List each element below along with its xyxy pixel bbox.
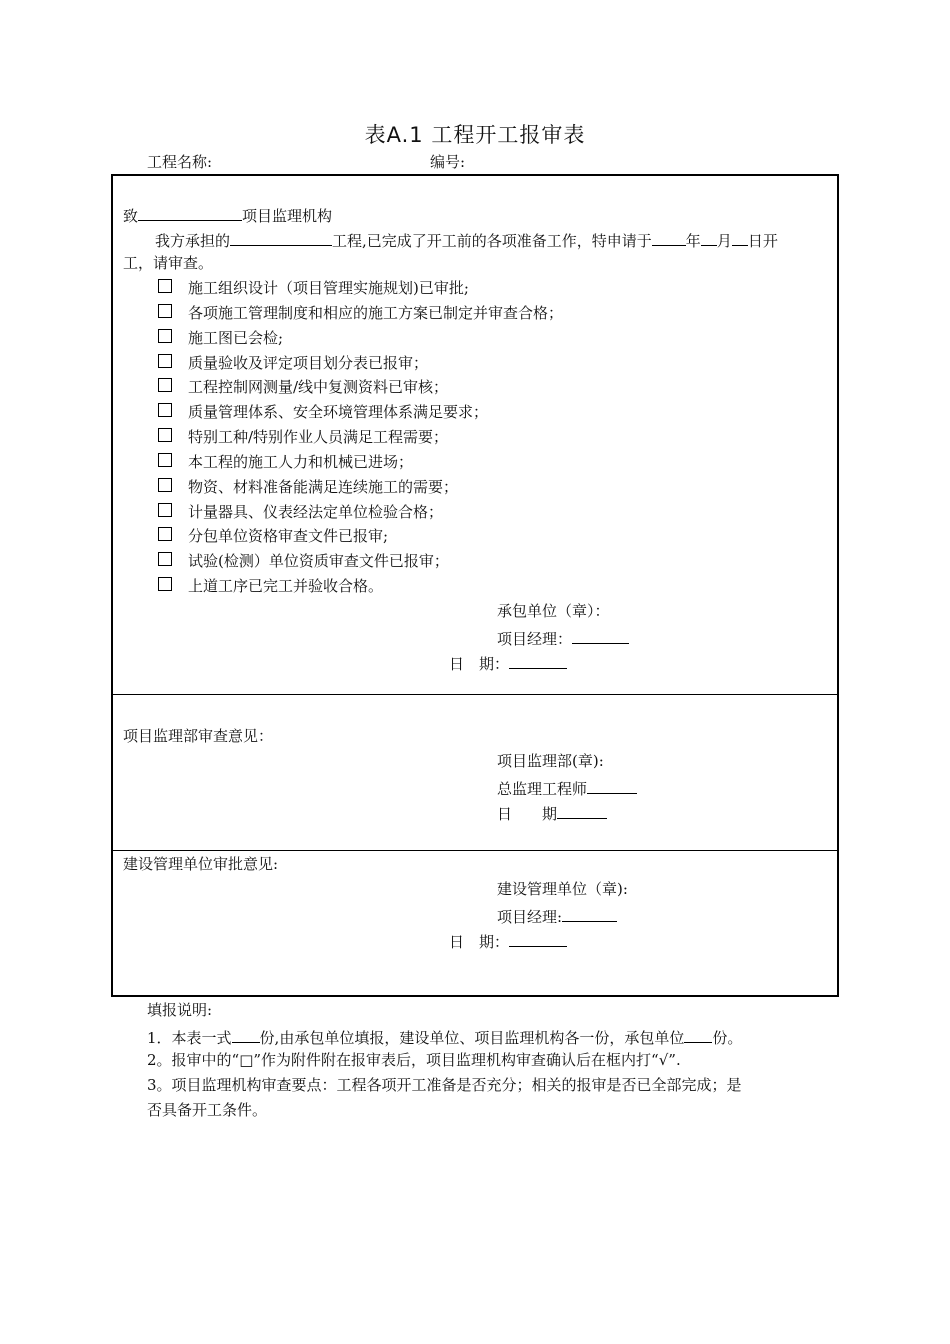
checkbox-5[interactable]	[158, 378, 172, 392]
checkbox-6[interactable]	[158, 403, 172, 417]
day-field[interactable]	[732, 231, 748, 246]
year-field[interactable]	[652, 231, 686, 246]
addressee-field[interactable]	[138, 206, 242, 221]
para-a: 我方承担的	[155, 232, 231, 250]
owner-pm-line	[497, 907, 617, 925]
form-table	[111, 174, 839, 997]
application-line	[155, 231, 778, 249]
checklist-item: 分包单位资格审查文件已报审;	[188, 527, 389, 545]
supervision-heading: 项目监理部审查意见：	[123, 727, 274, 745]
checkbox-7[interactable]	[158, 428, 172, 442]
checklist-item: 物资、材料准备能满足连续施工的需要；	[188, 478, 459, 496]
addressee-line	[123, 206, 332, 224]
note-2: 2。报审中的“□”作为附件附在报审表后，项目监理机构审查确认后在框内打“√”.	[147, 1051, 681, 1069]
pm-signature-field[interactable]	[572, 629, 629, 644]
checkbox-12[interactable]	[158, 552, 172, 566]
notes-heading: 填报说明:	[147, 1001, 213, 1019]
checkbox-11[interactable]	[158, 527, 172, 541]
checklist-item: 计量器具、仪表经法定单位检验合格；	[188, 503, 444, 521]
page-title: 表A.1 工程开工报审表	[364, 123, 586, 147]
number-label: 编号:	[430, 153, 466, 171]
checkbox-13[interactable]	[158, 577, 172, 591]
project-name-label: 工程名称:	[147, 153, 213, 171]
note-1c: 份。	[712, 1029, 743, 1047]
checkbox-4[interactable]	[158, 354, 172, 368]
checklist-item: 本工程的施工人力和机械已进场；	[188, 453, 414, 471]
note-1b: 份,由承包单位填报，建设单位、项目监理机构各一份，承包单位	[259, 1029, 685, 1047]
chief-engineer-line	[497, 779, 637, 797]
date-field[interactable]	[509, 932, 567, 947]
checkbox-2[interactable]	[158, 304, 172, 318]
date-label: 日 期	[497, 805, 558, 823]
checklist-item: 质量验收及评定项目划分表已报审；	[188, 354, 429, 372]
to-suffix: 项目监理机构	[242, 207, 333, 225]
owner-unit-label: 建设管理单位（章):	[497, 880, 628, 898]
checkbox-1[interactable]	[158, 279, 172, 293]
divider	[113, 694, 837, 695]
year-label: 年	[685, 232, 701, 250]
note-3: 3。项目监理机构审查要点：工程各项开工准备是否充分；相关的报审是否已全部完成；是	[147, 1076, 742, 1094]
month-field[interactable]	[701, 231, 717, 246]
pm-label: 项目经理:	[497, 908, 563, 926]
checklist-item: 各项施工管理制度和相应的施工方案已制定并审查合格；	[188, 304, 564, 322]
copies-field[interactable]	[232, 1028, 260, 1043]
date-label: 日 期：	[449, 933, 510, 951]
contractor-date-line	[449, 654, 567, 672]
owner-date-line	[449, 932, 567, 950]
contractor-pm-line	[497, 629, 629, 647]
supervision-date-line	[497, 804, 607, 822]
para-b: 工程,已完成了开工前的各项准备工作，特申请于	[332, 232, 652, 250]
chief-label: 总监理工程师	[497, 780, 588, 798]
chief-signature-field[interactable]	[587, 779, 637, 794]
owner-heading: 建设管理单位审批意见:	[123, 855, 279, 873]
checklist-item: 质量管理体系、安全环境管理体系满足要求；	[188, 403, 489, 421]
checkbox-10[interactable]	[158, 503, 172, 517]
note-3-cont: 否具备开工条件。	[147, 1101, 268, 1119]
checklist-item: 特别工种/特别作业人员满足工程需要；	[188, 428, 449, 446]
checkbox-9[interactable]	[158, 478, 172, 492]
date-field[interactable]	[509, 654, 567, 669]
date-field[interactable]	[557, 804, 607, 819]
divider	[113, 850, 837, 851]
note-1	[147, 1028, 742, 1046]
checklist-item: 工程控制网测量/线中复测资料已审核；	[188, 378, 449, 396]
checklist-item: 试验(检测）单位资质审查文件已报审；	[188, 552, 449, 570]
note-1a: 1．本表一式	[147, 1029, 232, 1047]
to-prefix: 致	[123, 207, 139, 225]
date-label: 日 期：	[449, 655, 510, 673]
pm-signature-field[interactable]	[562, 907, 617, 922]
contractor-copies-field[interactable]	[684, 1028, 712, 1043]
checkbox-8[interactable]	[158, 453, 172, 467]
pm-label: 项目经理：	[497, 630, 573, 648]
day-start-label: 日开	[747, 232, 778, 250]
project-field[interactable]	[230, 231, 332, 246]
contractor-seal-label: 承包单位（章）：	[497, 602, 610, 620]
supervision-dept-label: 项目监理部(章):	[497, 752, 604, 770]
month-label: 月	[716, 232, 732, 250]
checklist-item: 施工组织设计（项目管理实施规划)已审批;	[188, 279, 469, 297]
checkbox-3[interactable]	[158, 329, 172, 343]
checklist-item: 施工图已会检;	[188, 329, 284, 347]
application-line-2: 工，请审查。	[123, 254, 214, 272]
checklist-item: 上道工序已完工并验收合格。	[188, 577, 384, 595]
